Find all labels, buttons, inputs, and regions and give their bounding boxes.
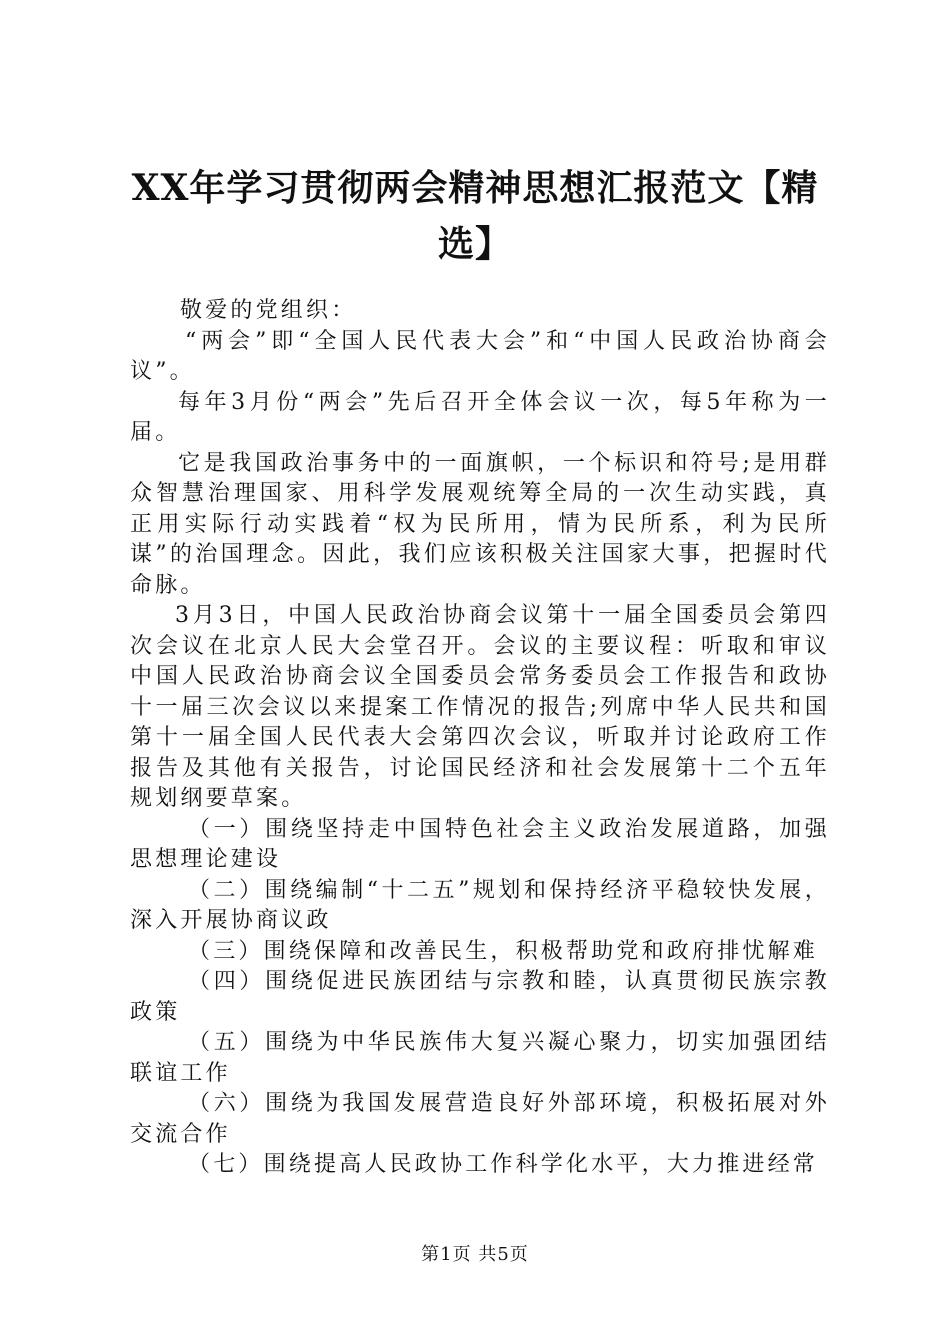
document-body — [130, 296, 830, 1181]
paragraph: 每年3月份“两会”先后召开全体会议一次，每5年称为一届。 — [130, 389, 830, 445]
list-item: （七）围绕提高人民政协工作科学化水平，大力推进经常 — [188, 1152, 819, 1177]
paragraph: “两会”即“全国人民代表大会”和“中国人民政治协商会议”。 — [130, 328, 830, 384]
paragraph: 它是我国政治事务中的一面旗帜，一个标识和符号;是用群众智慧治理国家、用科学发展观统筹全局的一次生动实践，真正用实际行动实践着“权为民所用，情为民所系，利为民所谋”的治国理念。因此，我们应该积极关注国家大事，把握时代命脉。 — [130, 450, 830, 598]
salutation: 敬爱的党组织： — [180, 298, 357, 323]
list-item: （五）围绕为中华民族伟大复兴凝心聚力，切实加强团结联谊工作 — [130, 1030, 830, 1086]
list-item: （一）围绕坚持走中国特色社会主义政治发展道路，加强思想理论建设 — [130, 816, 830, 872]
list-item: （二）围绕编制“十二五”规划和保持经济平稳较快发展，深入开展协商议政 — [130, 877, 830, 933]
list-item: （三）围绕保障和改善民生，积极帮助党和政府排忧解难 — [188, 938, 819, 964]
list-item: （六）围绕为我国发展营造良好外部环境，积极拓展对外交流合作 — [130, 1091, 830, 1147]
document-title: XX年学习贯彻两会精神思想汇报范文【精选】 — [131, 167, 819, 265]
page-footer: 第1页 共5页 — [421, 1244, 529, 1265]
paragraph: 3月3日，中国人民政治协商会议第十一届全国委员会第四次会议在北京人民大会堂召开。会议的主要议程：听取和审议中国人民政治协商会议全国委员会常务委员会工作报告和政协十一届三次会议以来提案工作情况的报告;列席中华人民共和国第十一届全国人民代表大会第四次会议，听取并讨论政府工作报告及其他有关报告，讨论国民经济和社会发展第十二个五年规划纲要草案。 — [130, 603, 830, 811]
list-item: （四）围绕促进民族团结与宗教和睦，认真贯彻民族宗教政策 — [130, 969, 830, 1025]
